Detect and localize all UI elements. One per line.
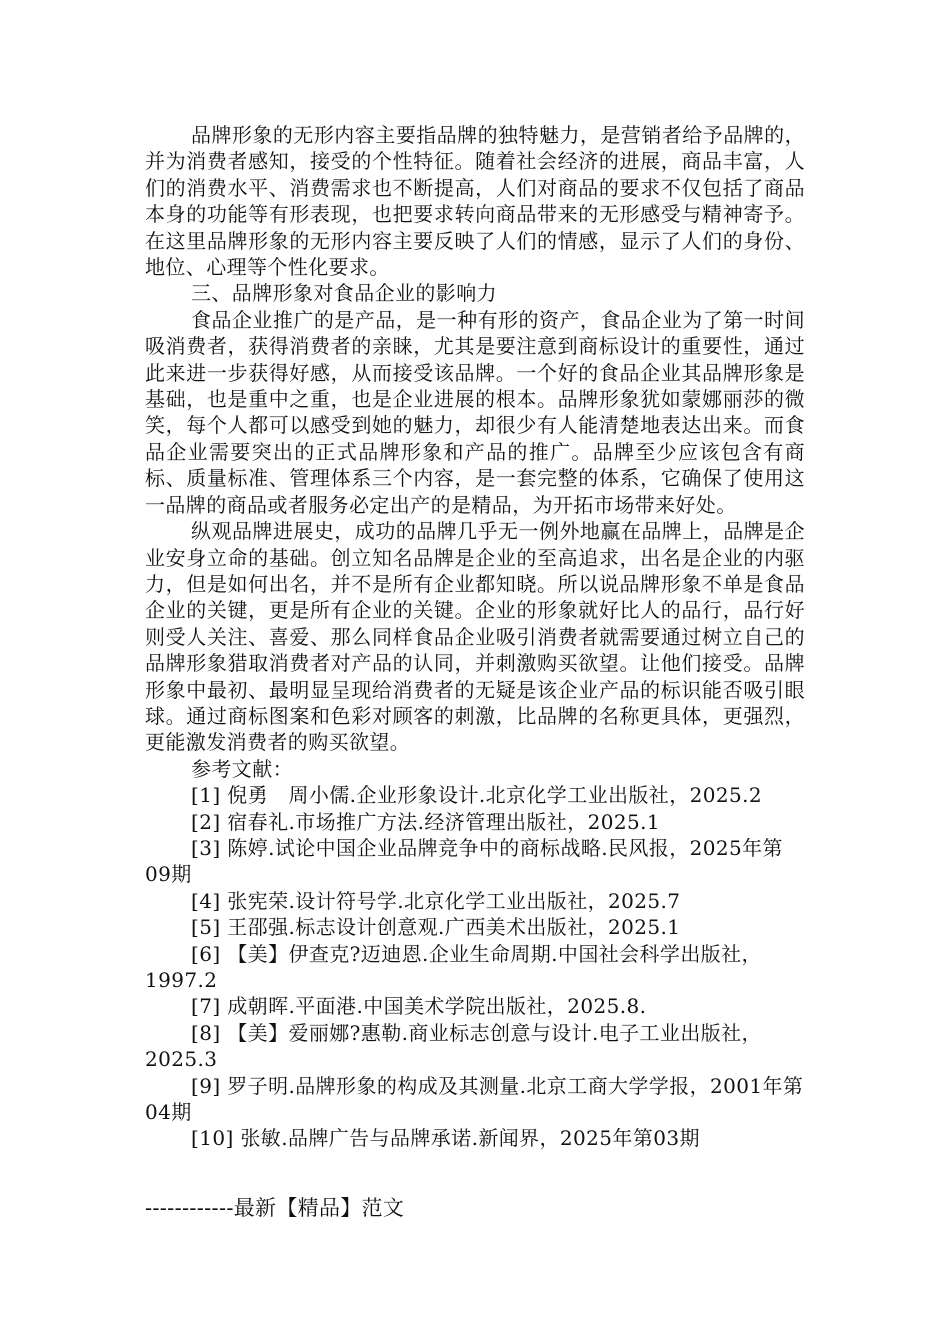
- section-heading: 三、品牌形象对食品企业的影响力: [191, 281, 497, 306]
- reference-item: [9] 罗子明.品牌形象的构成及其测量.北京工商大学学报，2001年第04期: [145, 1073, 804, 1125]
- section-paragraph: 纵观品牌进展史，成功的品牌几乎无一例外地赢在品牌上，品牌是企业安身立命的基础。创立知名品牌是企业的至高追求，出名是企业的内驱力，但是如何出名，并不是所有企业都知晓。所以说品牌形象不单是食品企业的关键，更是所有企业的关键。企业的形象就好比人的品行，品行好则受人关注、喜爱、那么同样食品企业吸引消费者就需要通过树立自己的品牌形象猎取消费者对产品的认同，并刺激购买欲望。让他们接受。品牌形象中最初、最明显呈现给消费者的无疑是该企业产品的标识能否吸引眼球。通过商标图案和色彩对顾客的刺激，比品牌的名称更具体，更强烈，更能激发消费者的购买欲望。: [145, 519, 805, 755]
- intro-paragraph: 品牌形象的无形内容主要指品牌的独特魅力，是营销者给予品牌的，并为消费者感知，接受的个性特征。随着社会经济的进展，商品丰富，人们的消费水平、消费需求也不断提高，人们对商品的要求不仅包括了商品本身的功能等有形表现，也把要求转向商品带来的无形感受与精神寄予。在这里品牌形象的无形内容主要反映了人们的情感，显示了人们的身份、地位、心理等个性化要求。: [145, 123, 805, 280]
- references-title: 参考文献：: [191, 756, 293, 781]
- reference-item: [3] 陈婷.试论中国企业品牌竞争中的商标战略.民风报，2025年第09期: [145, 835, 783, 887]
- references-list: [145, 782, 805, 1152]
- reference-item: [6] 【美】伊查克?迈迪恩.企业生命周期.中国社会科学出版社，1997.2: [145, 941, 762, 992]
- reference-item: [8] 【美】爱丽娜?惠勒.商业标志创意与设计.电子工业出版社，2025.3: [145, 1020, 762, 1072]
- reference-item: [7] 成朝晖.平面港.中国美术学院出版社，2025.8.: [191, 994, 647, 1019]
- reference-item: [2] 宿春礼.市场推广方法.经济管理出版社，2025.1: [191, 809, 660, 834]
- reference-item: [1] 倪勇 周小儒.企业形象设计.北京化学工业出版社，2025.2: [191, 783, 762, 808]
- page-footer: ------------最新【精品】范文: [145, 1196, 405, 1220]
- reference-item: [5] 王邵强.标志设计创意观.广西美术出版社，2025.1: [191, 915, 681, 940]
- reference-item: [4] 张宪荣.设计符号学.北京化学工业出版社，2025.7: [191, 888, 681, 913]
- document-body: [145, 122, 805, 1152]
- reference-item: [10] 张敏.品牌广告与品牌承诺.新闻界，2025年第03期: [191, 1126, 700, 1151]
- section-paragraph: 食品企业推广的是产品，是一种有形的资产，食品企业为了第一时间吸消费者，获得消费者的亲睐，尤其是要注意到商标设计的重要性，通过此来进一步获得好感，从而接受该品牌。一个好的食品企业其品牌形象是基础，也是重中之重，也是企业进展的根本。品牌形象犹如蒙娜丽莎的微笑，每个人都可以感受到她的魅力，却很少有人能清楚地表达出来。而食品企业需要突出的正式品牌形象和产品的推广。品牌至少应该包含有商标、质量标准、管理体系三个内容，是一套完整的体系，它确保了使用这一品牌的商品或者服务必定出产的是精品，为开拓市场带来好处。: [145, 307, 805, 517]
